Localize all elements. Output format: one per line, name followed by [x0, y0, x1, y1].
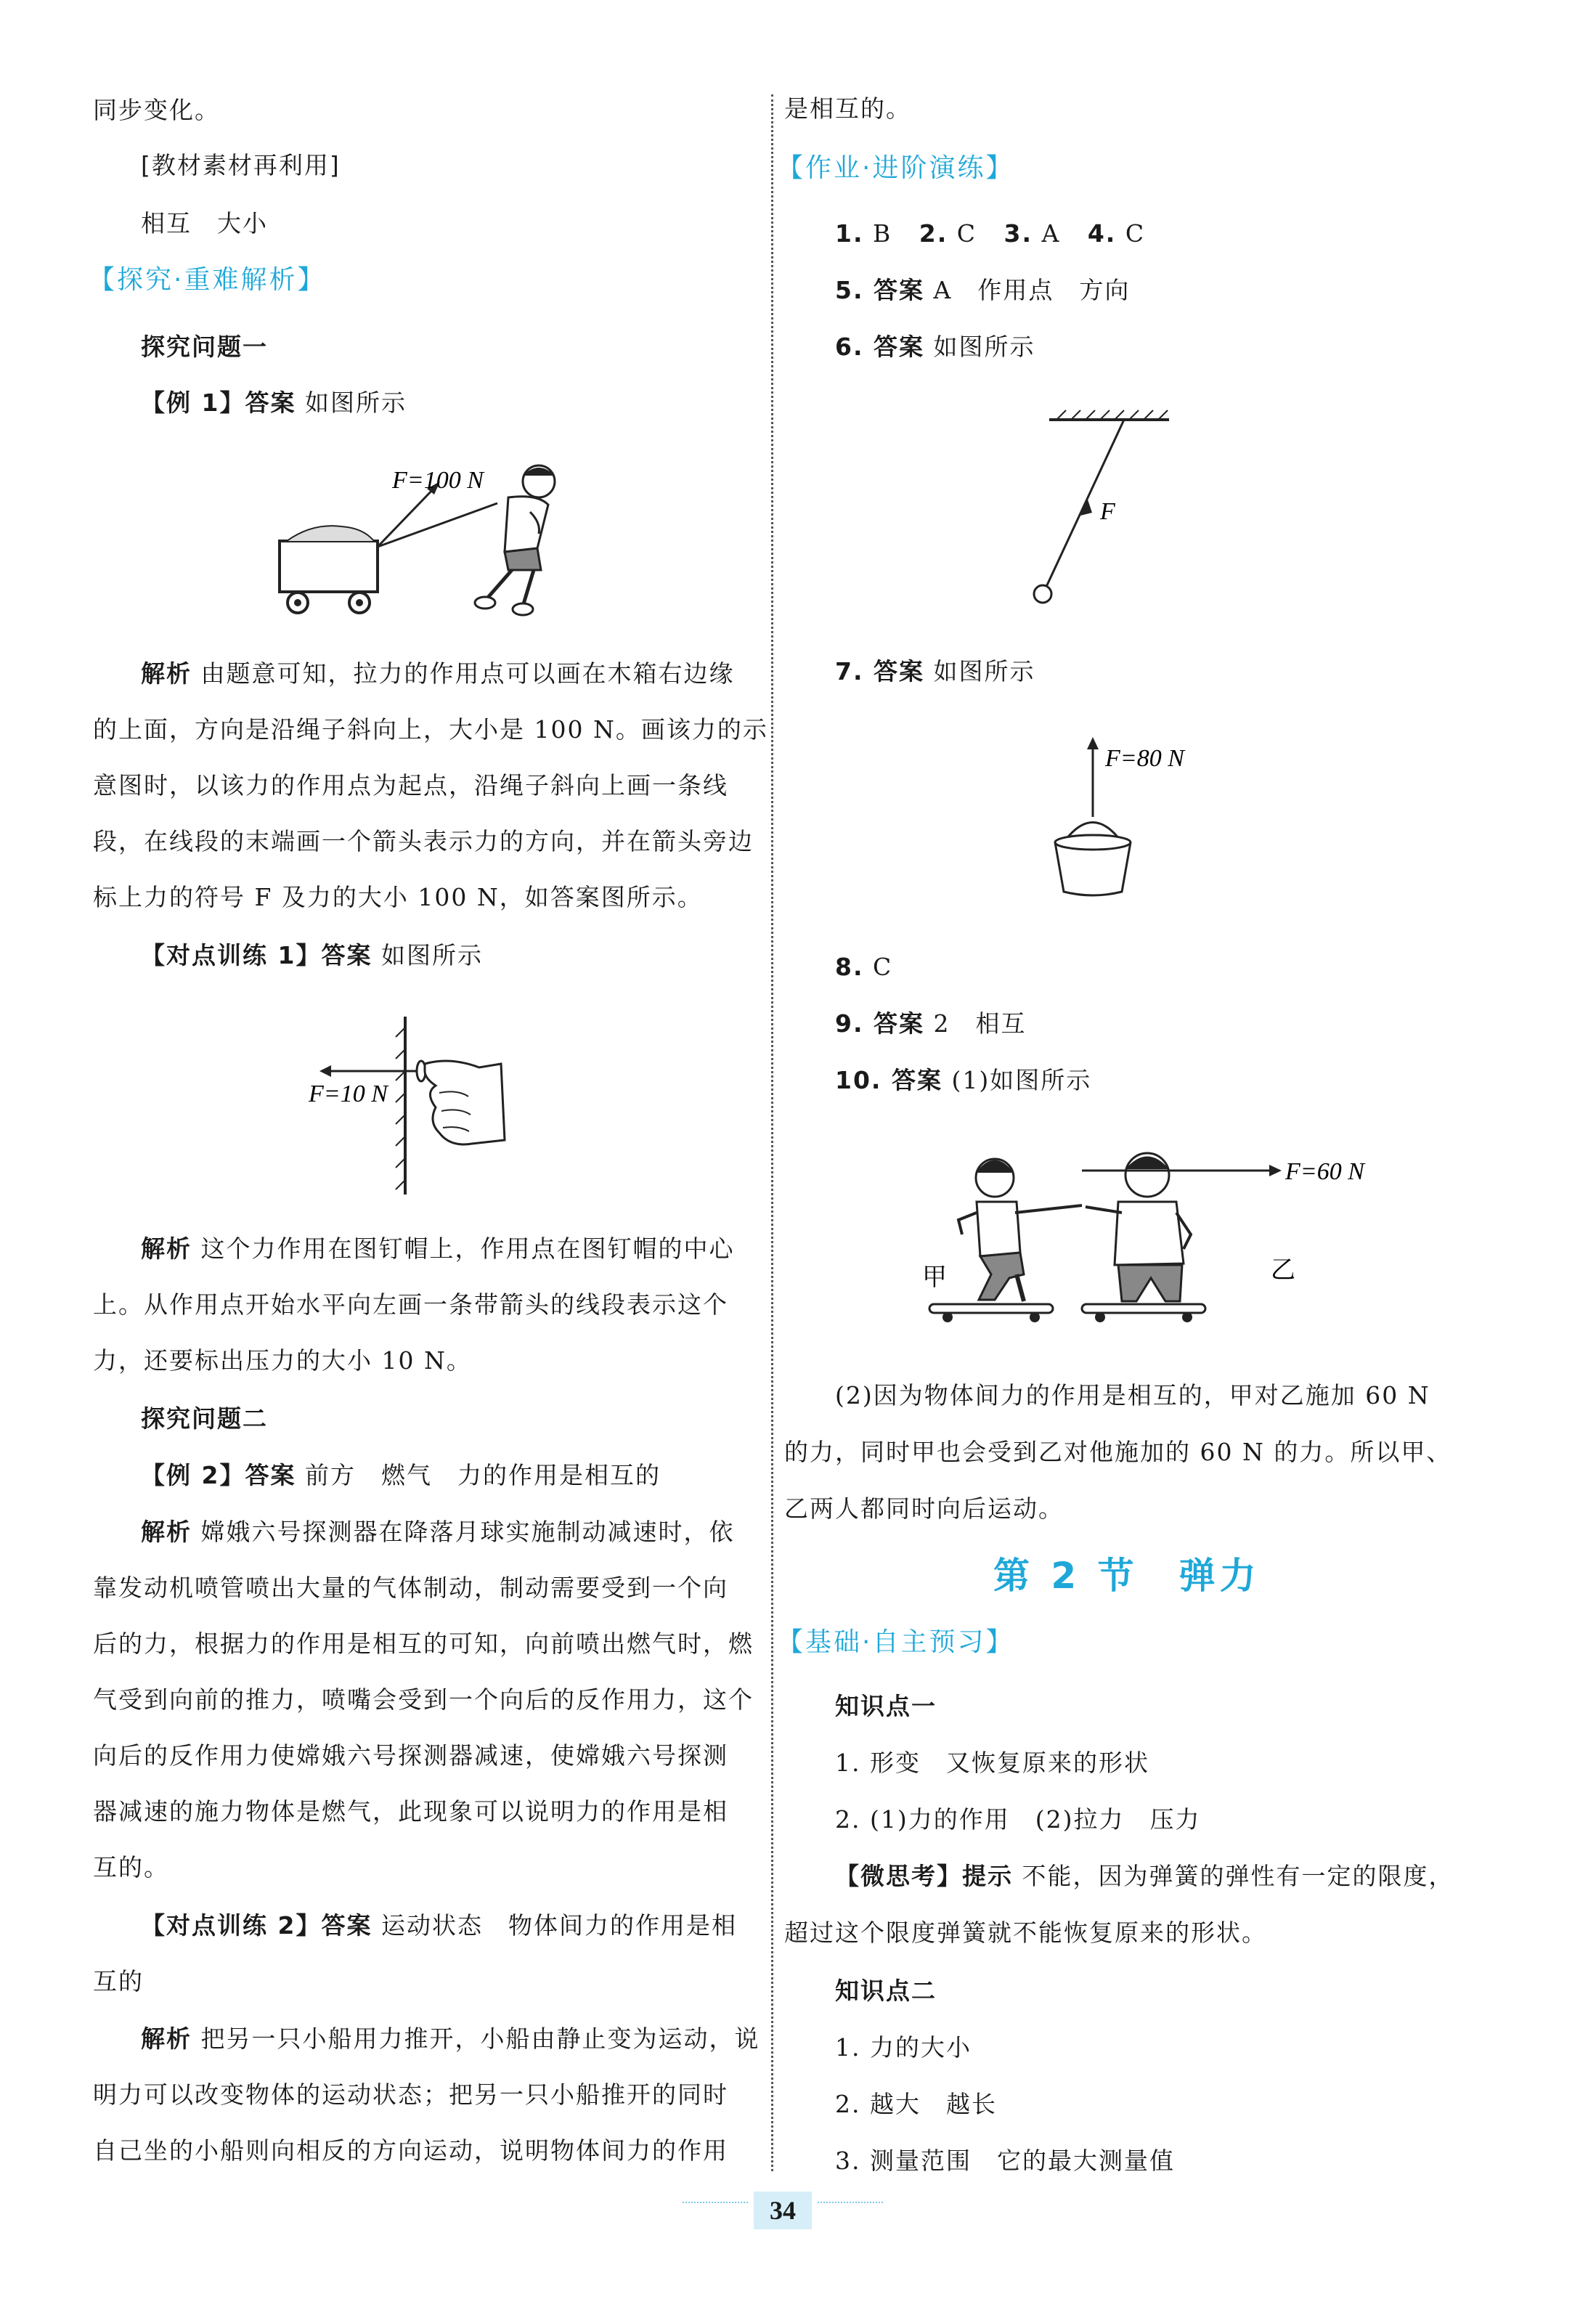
analysis-1-line-5: 标上力的符号 F 及力的大小 100 N，如答案图所示。 [93, 883, 703, 911]
example-1-answer [141, 388, 407, 418]
example-2-label: 【例 2】答案 [141, 1461, 296, 1489]
q7-text: 如图所示 [933, 657, 1035, 685]
analysis-2-line-1 [141, 1234, 735, 1264]
q4-answer: C [1125, 219, 1146, 248]
analysis-3-line-1 [141, 1518, 735, 1547]
example-2-answer [141, 1461, 661, 1490]
example-1-text: 如图所示 [304, 388, 407, 417]
question-heading-1: 探究问题一 [141, 333, 268, 361]
fig3-force-label: F [1100, 498, 1115, 525]
answer-10-part2-line-2: 的力，同时甲也会受到乙对他施加的 60 N 的力。所以甲、 [784, 1438, 1452, 1466]
q10-label: 10. 答案 [835, 1066, 942, 1094]
q5-label: 5. 答案 [835, 276, 924, 304]
answer-9 [835, 1009, 1027, 1038]
chapter-title: 第 2 节 弹力 [993, 1555, 1261, 1597]
q2-answer: C [956, 219, 977, 248]
analysis-4-line-1 [141, 2025, 760, 2054]
q10-text: (1)如图所示 [951, 1066, 1092, 1094]
knowledge-point-2: 知识点二 [835, 1977, 937, 2005]
analysis-4-text: 把另一只小船用力推开，小船由静止变为运动，说 [200, 2025, 760, 2053]
section-heading-explore: 【探究·重难解析】 [89, 265, 326, 295]
analysis-3-line-7: 互的。 [93, 1853, 169, 1881]
figure-pendulum [1031, 407, 1176, 610]
example-2-text: 前方 燃气 力的作用是相互的 [304, 1461, 661, 1489]
section-heading-preview: 【基础·自主预习】 [777, 1627, 1014, 1657]
figure-bucket [1046, 733, 1263, 908]
q8-answer: C [873, 953, 893, 981]
analysis-3-line-4: 气受到向前的推力，喷嘴会受到一个向后的反作用力，这个 [93, 1685, 754, 1714]
analysis-3-label: 解析 [141, 1518, 192, 1546]
analysis-4-line-3: 自己坐的小船则向相反的方向运动，说明物体间力的作用 [93, 2136, 728, 2165]
text-line: 同步变化。 [93, 96, 220, 124]
fig5-label-jia: 甲 [922, 1264, 947, 1291]
think-text: 不能，因为弹簧的弹性有一定的限度， [1022, 1862, 1454, 1890]
answer-10-part2-line-1: (2)因为物体间力的作用是相互的，甲对乙施加 60 N [835, 1381, 1430, 1409]
rope [378, 503, 497, 547]
q4-number: 4. [1087, 219, 1117, 248]
q1-number: 1. [835, 219, 864, 248]
q7-label: 7. 答案 [835, 657, 924, 685]
answer-7 [835, 657, 1035, 686]
material-reuse-heading: [教材素材再利用] [141, 151, 341, 179]
fig5-label-yi: 乙 [1271, 1257, 1295, 1284]
training-2-label: 【对点训练 2】答案 [141, 1911, 372, 1940]
analysis-1-label: 解析 [141, 659, 192, 688]
analysis-3-text: 嫦娥六号探测器在降落月球实施制动减速时，依 [200, 1518, 735, 1546]
think-label: 【微思考】提示 [835, 1862, 1013, 1890]
think-line-2: 超过这个限度弹簧就不能恢复原来的形状。 [784, 1918, 1267, 1947]
analysis-3-line-3: 后的力，根据力的作用是相互的可知，向前喷出燃气时，燃 [93, 1629, 754, 1658]
answer-6 [835, 333, 1035, 362]
section-heading-homework: 【作业·进阶演练】 [777, 153, 1014, 183]
figure-skateboard-push [900, 1133, 1409, 1336]
think-line-1 [835, 1862, 1454, 1891]
analysis-4-line-2: 明力可以改变物体的运动状态；把另一只小船推开的同时 [93, 2080, 728, 2109]
fig1-force-label: F=100 N [392, 467, 484, 494]
analysis-1-text: 由题意可知，拉力的作用点可以画在木箱右边缘 [200, 659, 735, 688]
analysis-1-line-2: 的上面，方向是沿绳子斜向上，大小是 100 N。画该力的示 [93, 715, 768, 744]
figure-boy-pulling-cart [269, 454, 588, 628]
q5-text: A 作用点 方向 [933, 276, 1131, 304]
kp1-item-2: 2. (1)力的作用 (2)拉力 压力 [835, 1805, 1201, 1834]
column-divider [771, 94, 773, 2171]
analysis-4-label: 解析 [141, 2025, 192, 2053]
question-heading-2: 探究问题二 [141, 1404, 268, 1433]
kp2-item-2: 2. 越大 越长 [835, 2090, 997, 2118]
fig2-force-label: F=10 N [309, 1081, 388, 1107]
page-number-decoration-right [818, 2202, 883, 2203]
kp2-item-1: 1. 力的大小 [835, 2033, 972, 2062]
continued-text: 是相互的。 [784, 94, 911, 123]
left-column [0, 0, 770, 2299]
analysis-3-line-2: 靠发动机喷管喷出大量的气体制动，制动需要受到一个向 [93, 1574, 728, 1602]
force-arrow-line [378, 487, 436, 547]
page-number: 34 [754, 2192, 812, 2229]
q8-number: 8. [835, 953, 864, 981]
q1-answer: B [873, 219, 892, 248]
answer-10-part2-line-3: 乙两人都同时向后运动。 [784, 1494, 1064, 1523]
right-column [777, 0, 1596, 2299]
training-1-answer [141, 941, 483, 970]
answer-5 [835, 276, 1130, 305]
q9-text: 2 相互 [933, 1009, 1027, 1038]
analysis-2-text: 这个力作用在图钉帽上，作用点在图钉帽的中心 [200, 1234, 735, 1263]
fig4-force-label: F=80 N [1105, 745, 1184, 772]
analysis-1-line-3: 意图时，以该力的作用点为起点，沿绳子斜向上画一条线 [93, 771, 728, 799]
training-2-continued: 互的 [93, 1967, 144, 1995]
training-1-label: 【对点训练 1】答案 [141, 941, 372, 969]
q2-number: 2. [919, 219, 948, 248]
figure-finger-pushing-pin [305, 1013, 523, 1202]
answer-10 [835, 1066, 1091, 1095]
training-2-text: 运动状态 物体间力的作用是相 [380, 1911, 737, 1940]
page-number-decoration-left [683, 2202, 748, 2203]
analysis-3-line-6: 器减速的施力物体是燃气，此现象可以说明力的作用是相 [93, 1797, 728, 1826]
analysis-1-line-4: 段，在线段的末端画一个箭头表示力的方向，并在箭头旁边 [93, 827, 754, 855]
kp2-item-3: 3. 测量范围 它的最大测量值 [835, 2147, 1175, 2175]
training-1-text: 如图所示 [380, 941, 483, 969]
knowledge-point-1: 知识点一 [835, 1692, 937, 1720]
analysis-3-line-5: 向后的反作用力使嫦娥六号探测器减速，使嫦娥六号探测 [93, 1741, 728, 1770]
fig5-force-label: F=60 N [1285, 1158, 1364, 1185]
example-1-label: 【例 1】答案 [141, 388, 296, 417]
answers-1-4 [835, 219, 1145, 248]
kp1-item-1: 1. 形变 又恢复原来的形状 [835, 1749, 1149, 1777]
answer-line: 相互 大小 [141, 209, 268, 237]
q3-answer: A [1041, 219, 1061, 248]
training-2-answer [141, 1911, 737, 1940]
analysis-2-line-3: 力，还要标出压力的大小 10 N。 [93, 1346, 472, 1375]
q6-text: 如图所示 [933, 333, 1035, 361]
answer-8 [835, 953, 892, 982]
analysis-1-line-1 [141, 659, 735, 688]
analysis-2-line-2: 上。从作用点开始水平向左画一条带箭头的线段表示这个 [93, 1290, 728, 1319]
q9-label: 9. 答案 [835, 1009, 924, 1038]
q3-number: 3. [1003, 219, 1033, 248]
analysis-2-label: 解析 [141, 1234, 192, 1263]
q6-label: 6. 答案 [835, 333, 924, 361]
